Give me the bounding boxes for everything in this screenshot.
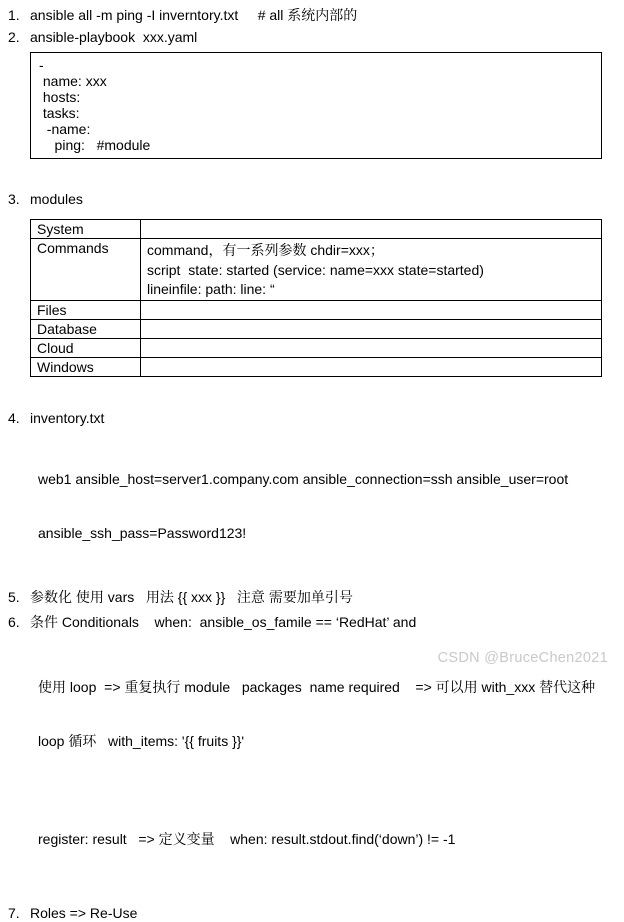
list-item-text: 条件 Conditionals when: ansible_os_famile == ‘RedHat’ and <box>30 613 417 630</box>
module-detail-cell <box>141 239 602 301</box>
list-item-3 <box>8 191 624 208</box>
module-detail-cell <box>141 220 602 239</box>
code-line: - <box>39 57 44 73</box>
watermark: CSDN @BruceChen2021 <box>437 650 608 666</box>
list-item-text: ansible-playbook xxx.yaml <box>30 29 198 45</box>
module-category-cell: Windows <box>31 357 141 376</box>
list-item-number: 1. <box>8 7 20 23</box>
list-item-text: ansible all -m ping -I inverntory.txt # all 系统内部的 <box>30 7 358 23</box>
code-line: tasks: <box>39 105 80 121</box>
cell-line: command，有一系列参数 chdir=xxx； <box>147 242 384 258</box>
paragraph-line: register: result => 定义变量 when: result.stdout.find(‘down’) != -1 <box>38 830 456 847</box>
list-item-text: modules <box>30 191 83 207</box>
table-row-windows <box>31 357 602 376</box>
list-item-4 <box>8 410 624 427</box>
list-item-number: 6. <box>8 613 20 630</box>
list-item-number: 4. <box>8 409 20 426</box>
code-line: ping: #module <box>39 137 151 153</box>
paragraph-line: 使用 loop => 重复执行 module packages name required => 可以用 with_xxx 替代这种 <box>38 678 596 695</box>
table-row-commands <box>31 239 602 301</box>
modules-table <box>30 219 602 377</box>
module-detail-cell <box>141 300 602 319</box>
code-line: -name: <box>39 121 91 137</box>
module-category-cell: Commands <box>31 239 141 301</box>
code-line: hosts: <box>39 89 81 105</box>
register-paragraph <box>38 796 624 882</box>
playbook-code-block <box>30 52 602 159</box>
module-detail-cell <box>141 338 602 357</box>
list-item-7 <box>8 905 624 922</box>
paragraph-line: ansible_ssh_pass=Password123! <box>38 524 247 541</box>
table-row-database <box>31 319 602 338</box>
paragraph-line: web1 ansible_host=server1.company.com ansible_connection=ssh ansible_user=root <box>38 470 569 487</box>
inventory-paragraph <box>38 436 624 576</box>
module-detail-cell <box>141 357 602 376</box>
module-detail-cell <box>141 319 602 338</box>
module-category-cell: Cloud <box>31 338 141 357</box>
module-category-cell: System <box>31 220 141 239</box>
list-item-number: 5. <box>8 588 20 605</box>
list-item-5 <box>8 589 624 606</box>
list-item-1 <box>8 7 624 24</box>
paragraph-line: loop 循环 with_items: '{{ fruits }}' <box>38 732 245 749</box>
list-item-2 <box>8 29 624 46</box>
list-item-text: inventory.txt <box>30 409 105 426</box>
list-item-text: Roles => Re-Use <box>30 904 138 921</box>
list-item-number: 3. <box>8 191 20 207</box>
list-item-text: 参数化 使用 vars 用法 {{ xxx }} 注意 需要加单引号 <box>30 588 353 605</box>
module-category-cell: Database <box>31 319 141 338</box>
table-row-cloud <box>31 338 602 357</box>
list-item-6 <box>8 614 624 631</box>
list-item-number: 7. <box>8 904 20 921</box>
table-row-system <box>31 220 602 239</box>
list-item-number: 2. <box>8 29 20 45</box>
code-line: name: xxx <box>39 73 107 89</box>
table-row-files <box>31 300 602 319</box>
cell-line: script state: started (service: name=xxx state=started) <box>147 261 484 278</box>
module-category-cell: Files <box>31 300 141 319</box>
cell-line: lineinfile: path: line: “ <box>147 281 275 297</box>
